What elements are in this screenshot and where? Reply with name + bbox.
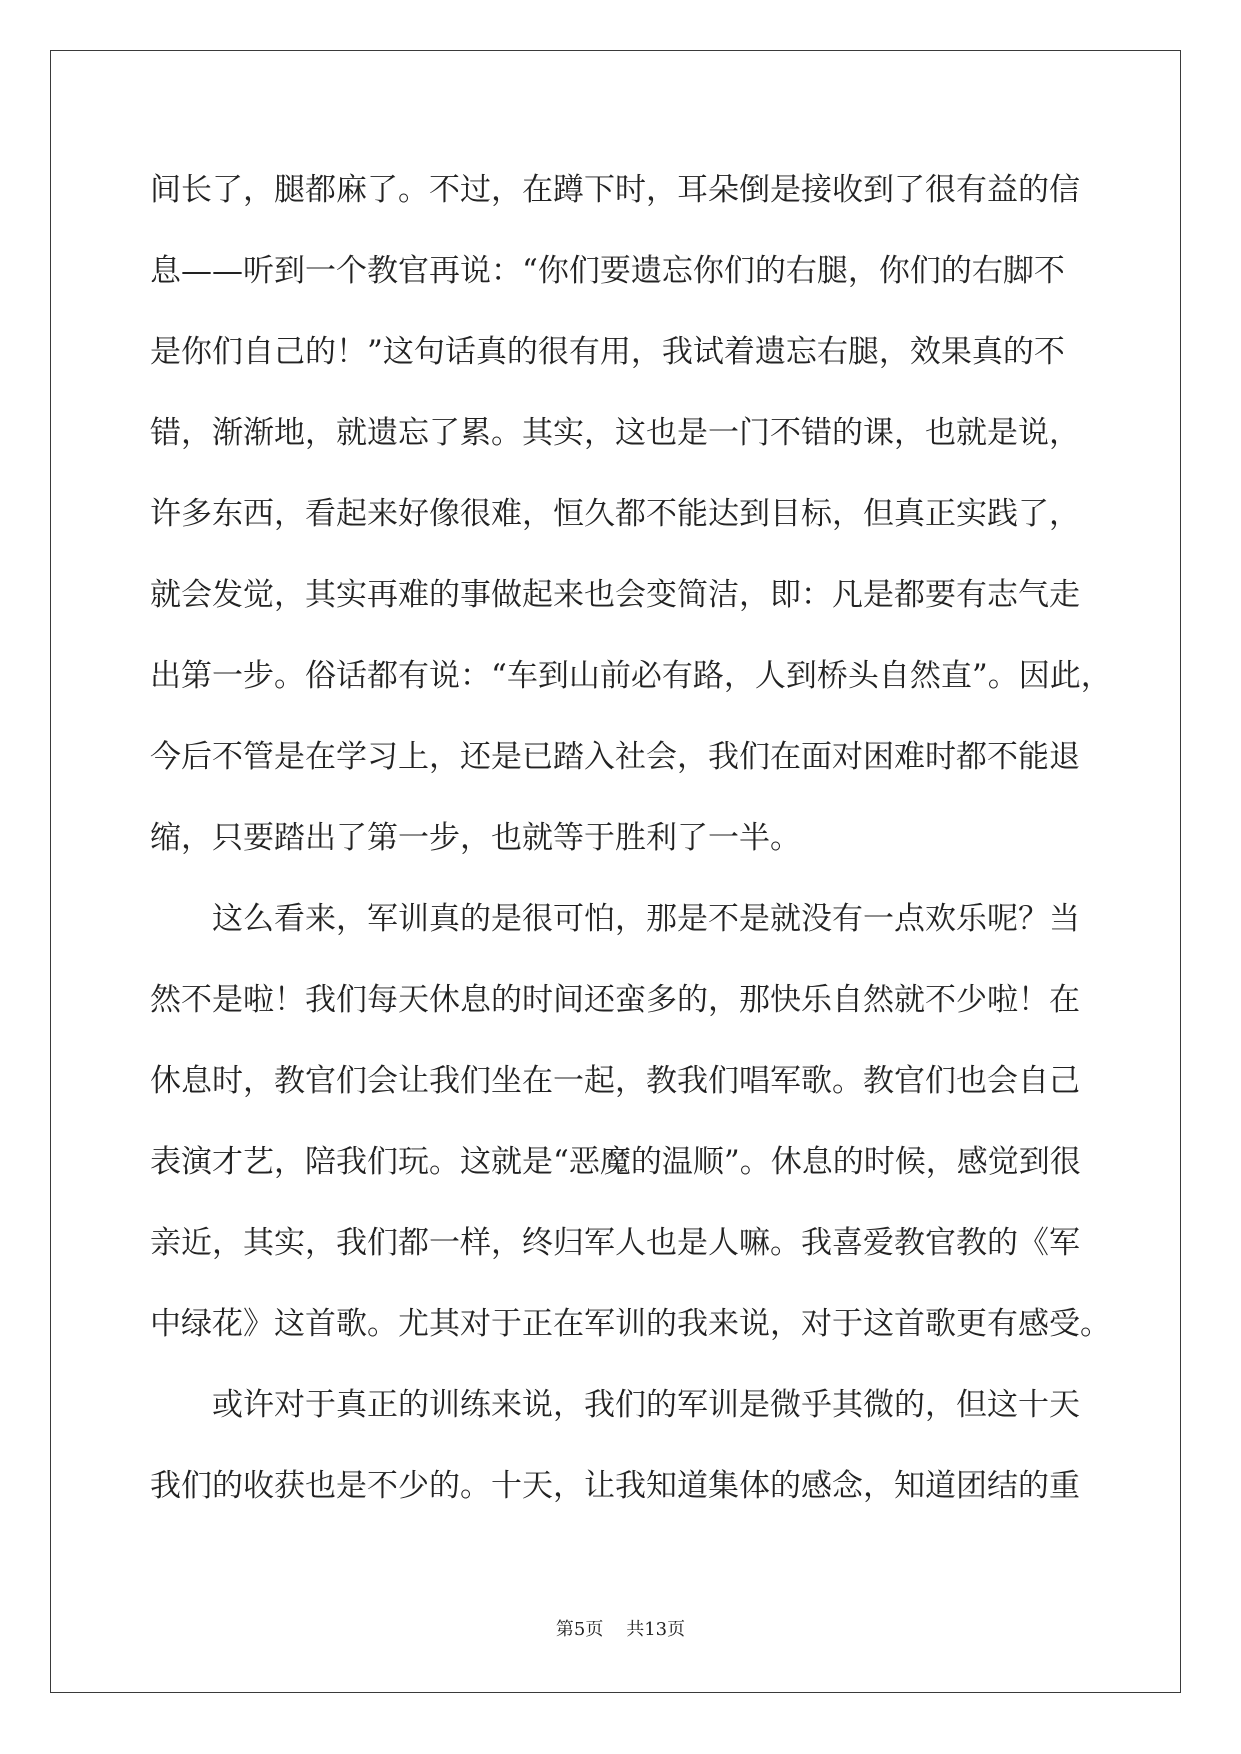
text-line: 表演才艺，陪我们玩。这就是“恶魔的温顺”。休息的时候，感觉到很 — [150, 1144, 1081, 1180]
text-line: 这么看来，军训真的是很可怕，那是不是就没有一点欢乐呢？当 — [150, 901, 1080, 937]
text-line: 间长了，腿都麻了。不过，在蹲下时，耳朵倒是接收到了很有益的信 — [150, 172, 1080, 208]
text-line: 就会发觉，其实再难的事做起来也会变简洁，即：凡是都要有志气走 — [150, 577, 1080, 613]
page-number: 第5页 — [555, 1619, 604, 1640]
body-text — [150, 158, 1112, 1535]
text-line: 或许对于真正的训练来说，我们的军训是微乎其微的，但这十天 — [150, 1387, 1080, 1423]
text-line: 出第一步。俗话都有说：“车到山前必有路，人到桥头自然直”。因此， — [150, 658, 1112, 694]
text-line: 许多东西，看起来好像很难，恒久都不能达到目标，但真正实践了， — [150, 496, 1080, 532]
text-line: 是你们自己的！”这句话真的很有用，我试着遗忘右腿，效果真的不 — [150, 334, 1065, 370]
text-line: 中绿花》这首歌。尤其对于正在军训的我来说，对于这首歌更有感受。 — [150, 1306, 1111, 1342]
text-line: 错，渐渐地，就遗忘了累。其实，这也是一门不错的课，也就是说， — [150, 415, 1080, 451]
text-line: 休息时，教官们会让我们坐在一起，教我们唱军歌。教官们也会自己 — [150, 1063, 1080, 1099]
text-line: 我们的收获也是不少的。十天，让我知道集体的感念，知道团结的重 — [150, 1468, 1080, 1504]
page-footer — [0, 1615, 1241, 1641]
page-total: 共13页 — [626, 1619, 686, 1640]
text-line: 息——听到一个教官再说：“你们要遗忘你们的右腿，你们的右脚不 — [150, 253, 1065, 289]
text-line: 然不是啦！我们每天休息的时间还蛮多的，那快乐自然就不少啦！在 — [150, 982, 1080, 1018]
text-line: 亲近，其实，我们都一样，终归军人也是人嘛。我喜爱教官教的《军 — [150, 1225, 1080, 1261]
text-line: 缩，只要踏出了第一步，也就等于胜利了一半。 — [150, 820, 801, 856]
text-line: 今后不管是在学习上，还是已踏入社会，我们在面对困难时都不能退 — [150, 739, 1080, 775]
